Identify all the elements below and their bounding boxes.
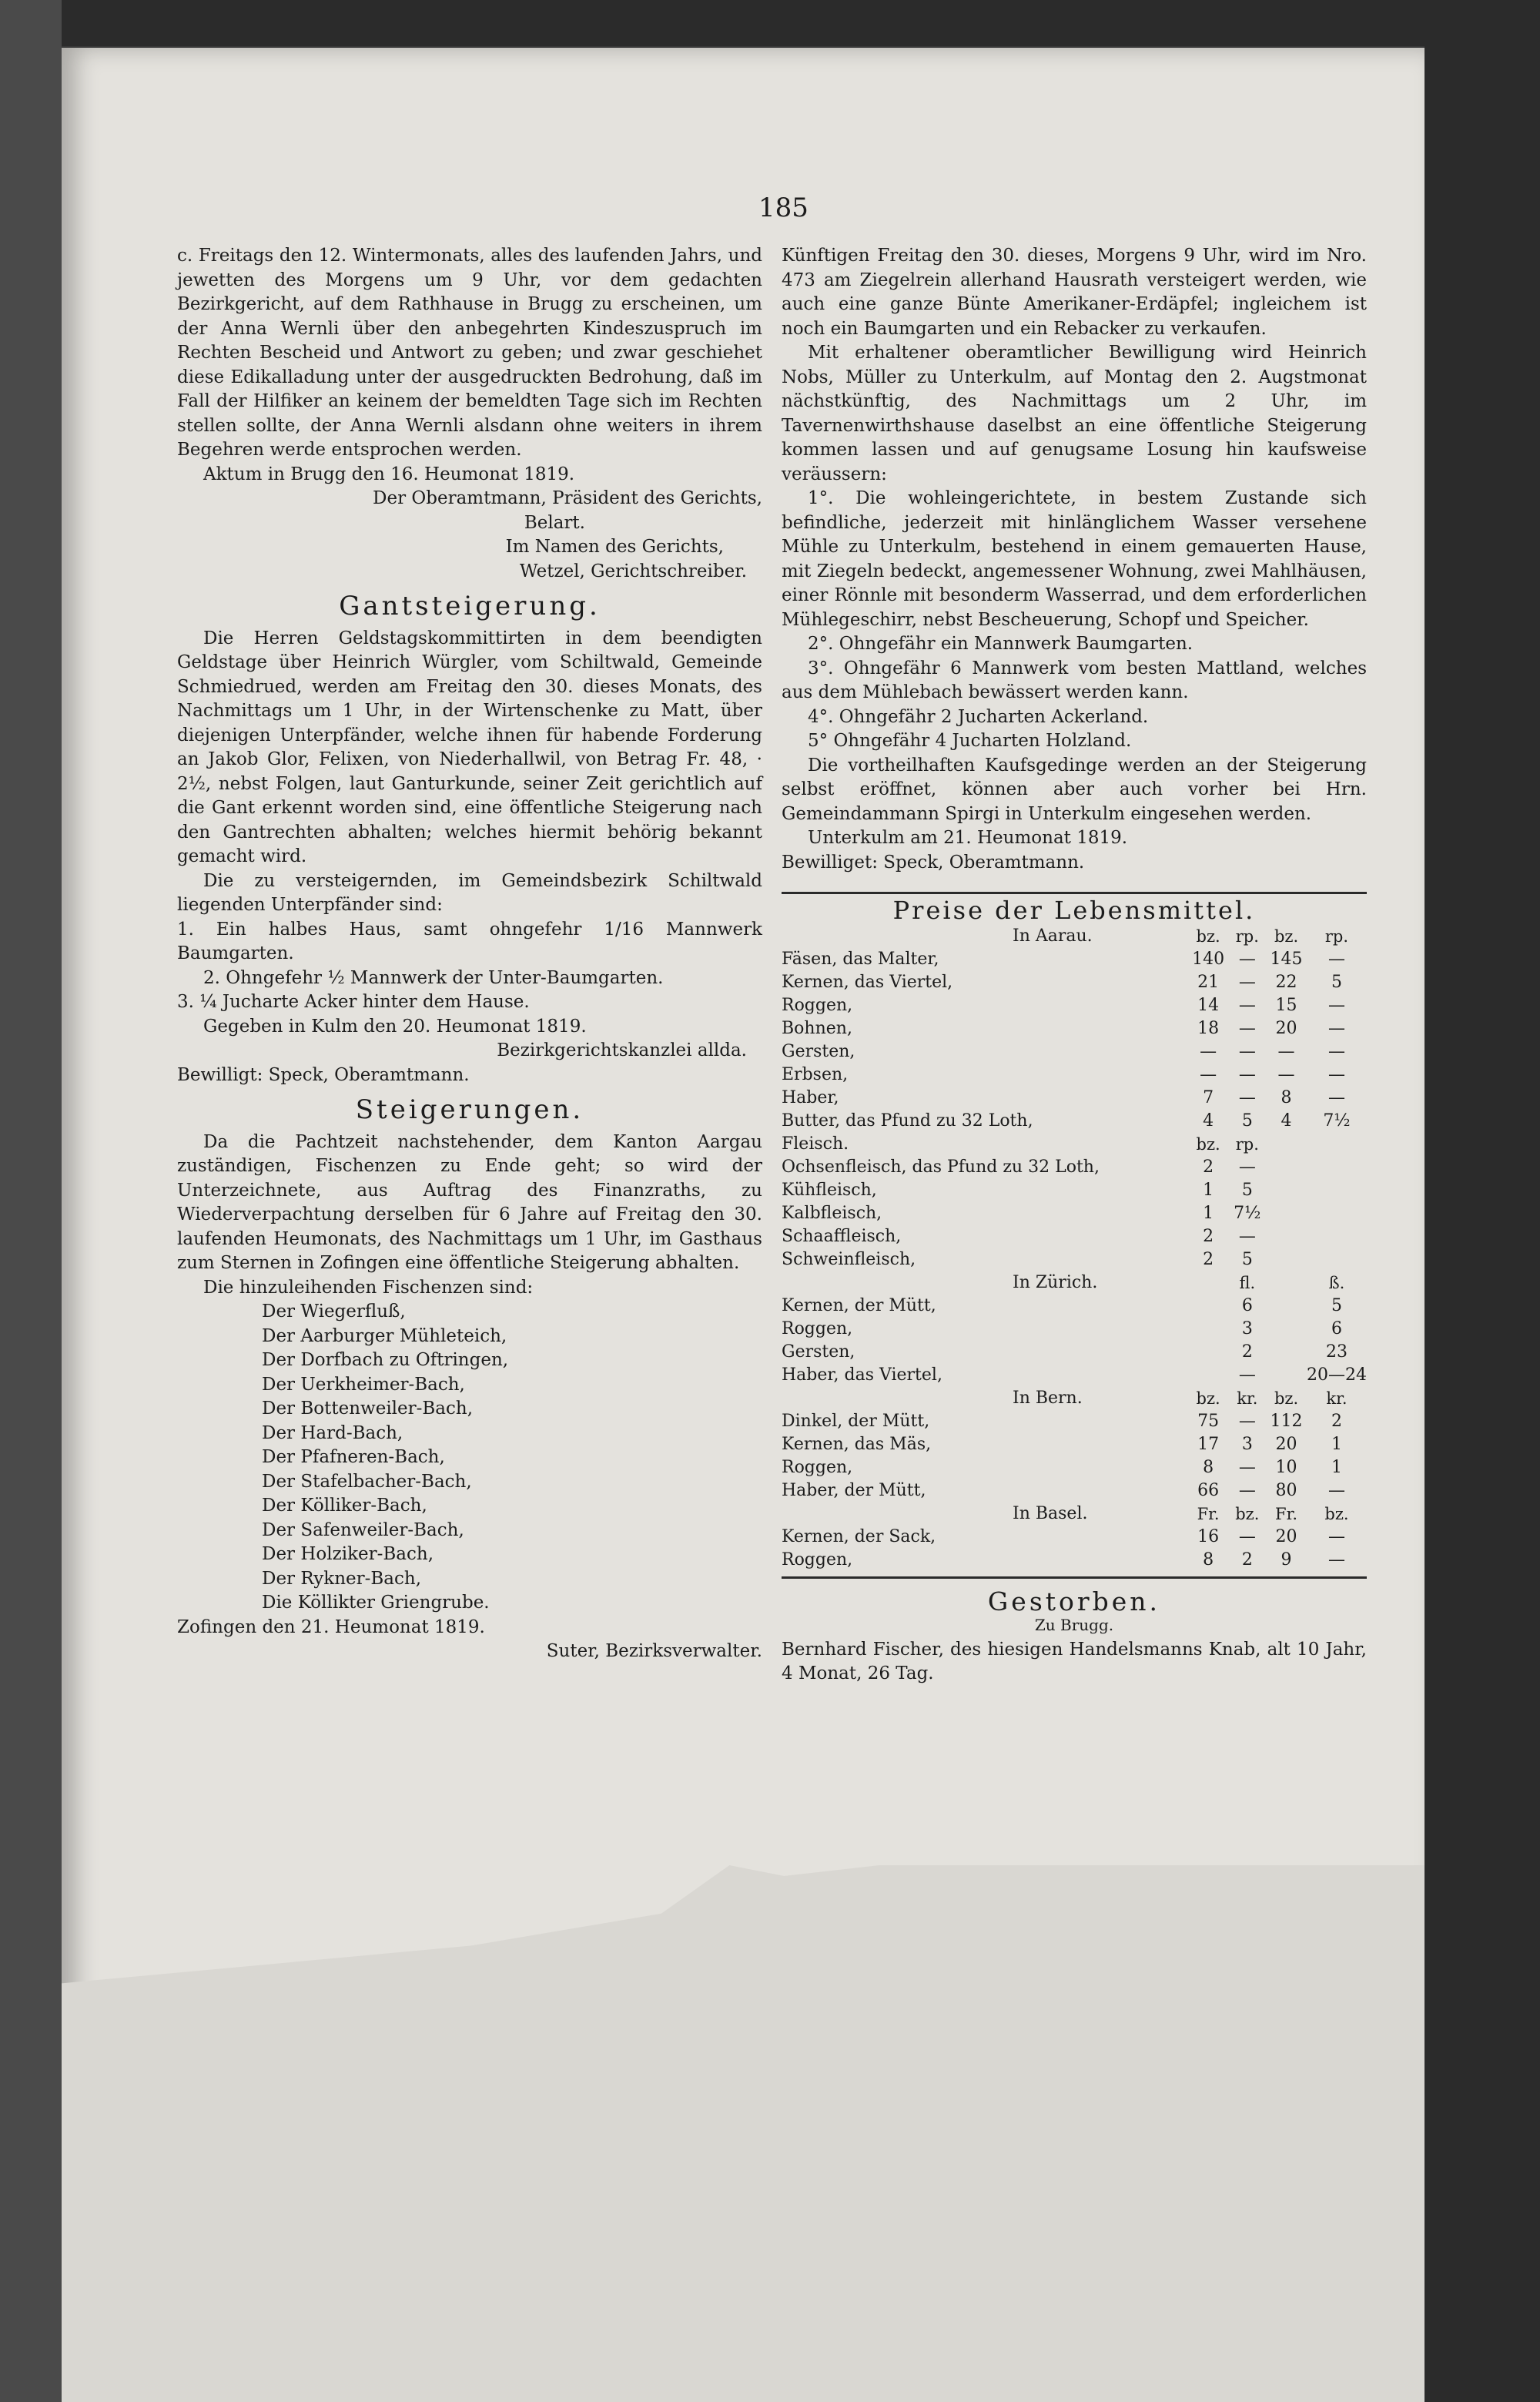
mill-conditions: Die vortheilhaften Kaufsgedinge werden an der Steigerung selbst eröffnet, können aber auch vorher bei Hrn. Gemeindammann Spirgi in Unterkulm eingesehen werden. xyxy=(782,755,1367,824)
torn-lower-area xyxy=(62,1865,1424,2402)
price-value: — xyxy=(1238,972,1256,992)
page-number: 185 xyxy=(758,193,808,223)
mill-item-4: 4°. Ohngefähr 2 Jucharten Ackerland. xyxy=(808,706,1149,727)
price-value: 1 xyxy=(1203,1203,1214,1223)
gant-date: Gegeben in Kulm den 20. Heumonat 1819. xyxy=(203,1016,587,1037)
unit-header: rp. xyxy=(1324,926,1349,946)
deaths-title: Gestorben. xyxy=(987,1586,1161,1616)
price-value: 1 xyxy=(1203,1180,1214,1200)
price-value: — xyxy=(1200,1064,1217,1084)
meat-prices xyxy=(782,1156,1367,1271)
edict-paragraph: c. Freitags den 12. Wintermonats, alles des laufenden Jahrs, und jewetten des Morgens um 9 Uhr, vor dem gedachten Bezirkgericht, auf dem Rathhause in Brugg zu erscheinen, um der Anna Wernli über den anbegehrten Kindeszuspruch im Rechten Bescheid und Antwort zu geben; und zwar geschiehet diese Edikalladung unter der ausgedruckten Bedrohung, daß im Fall der Hilfiker an keinem der bemeldten Tage sich im Rechten stellen sollte, der Anna Wernli alsdann ohne weiters in ihrem Begehren werde entsprochen werden. xyxy=(177,246,762,460)
price-value: — xyxy=(1238,1480,1256,1500)
mill-date: Unterkulm am 21. Heumonat 1819. xyxy=(808,828,1128,848)
unit-header: Fr. xyxy=(1275,1504,1298,1523)
commodity-name: Schweinfleisch, xyxy=(782,1249,916,1269)
scan-border-left xyxy=(0,0,62,2402)
list-item: Der Pfafneren-Bach, xyxy=(262,1447,445,1467)
price-value: 5 xyxy=(1241,1249,1253,1269)
price-value: 4 xyxy=(1281,1111,1292,1131)
list-item: Der Stafelbacher-Bach, xyxy=(262,1471,472,1492)
unit-header: bz. xyxy=(1235,1504,1260,1523)
price-value: 5 xyxy=(1331,972,1342,992)
price-value: — xyxy=(1327,1480,1345,1500)
market-label: In Aarau. xyxy=(1013,926,1093,946)
price-value: 16 xyxy=(1197,1526,1220,1546)
heading-gantsteigerung: Gantsteigerung. xyxy=(339,591,601,621)
fishery-paragraph: Da die Pachtzeit nachstehender, dem Kanton Aargau zuständigen, Fischenzen zu Ende geht; so wird der Unterzeichnete, aus Auftrag des Finanzraths, zu Wiederverpachtung derselben für 6 Jahre auf Freitag den 30. laufenden Heumonats, des Nachmittags um 1 Uhr, im Gasthaus zum Sternen in Zofingen eine öffentliche Steigerung abhalten. xyxy=(177,1131,762,1273)
prices-title: Preise der Lebensmittel. xyxy=(892,896,1256,925)
price-value: 2 xyxy=(1241,1549,1253,1570)
price-value: — xyxy=(1238,949,1256,969)
table-row xyxy=(782,1549,1367,1572)
table-row xyxy=(782,1410,1367,1433)
price-value: — xyxy=(1327,1041,1345,1061)
price-value: — xyxy=(1238,1526,1256,1546)
list-item: Der Rykner-Bach, xyxy=(262,1568,422,1589)
heading-steigerungen: Steigerungen. xyxy=(355,1094,584,1125)
unit-header: bz. xyxy=(1274,926,1299,946)
table-row xyxy=(782,1064,1367,1087)
death-notice: Bernhard Fischer, des hiesigen Handelsmanns Knab, alt 10 Jahr, 4 Monat, 26 Tag. xyxy=(782,1639,1367,1683)
price-value: — xyxy=(1277,1041,1295,1061)
table-row xyxy=(782,1387,1367,1410)
list-item: Der Hard-Bach, xyxy=(262,1422,403,1443)
right-column xyxy=(782,244,1367,1687)
price-value: 8 xyxy=(1281,1087,1292,1107)
price-value: 6 xyxy=(1331,1318,1342,1338)
table-row xyxy=(782,1479,1367,1503)
table-row xyxy=(782,1087,1367,1110)
basel-prices xyxy=(782,1526,1367,1572)
list-item: Der Wiegerfluß, xyxy=(262,1302,406,1322)
unit-header: rp. xyxy=(1235,926,1259,946)
commodity-name: Kernen, der Sack, xyxy=(782,1526,936,1546)
price-value: 112 xyxy=(1270,1411,1303,1431)
table-row xyxy=(782,925,1367,948)
price-value: 1 xyxy=(1331,1457,1342,1477)
edict-signature-title: Der Oberamtmann, Präsident des Gerichts, xyxy=(373,488,762,508)
commodity-name: Erbsen, xyxy=(782,1064,849,1084)
table-row xyxy=(782,1156,1367,1179)
gant-pledges-intro: Die zu versteigernden, im Gemeindsbezirk Schiltwald liegenden Unterpfänder sind: xyxy=(177,870,762,915)
price-value: 23 xyxy=(1325,1342,1348,1362)
table-row xyxy=(782,1110,1367,1133)
commodity-name: Roggen, xyxy=(782,995,853,1015)
table-row xyxy=(782,971,1367,994)
unit-header: bz. xyxy=(1196,1389,1220,1408)
table-row xyxy=(782,1456,1367,1479)
deaths-location: Zu Brugg. xyxy=(1034,1616,1114,1634)
price-value: — xyxy=(1238,1365,1256,1385)
price-value: 145 xyxy=(1270,949,1303,969)
price-value: — xyxy=(1277,1064,1295,1084)
commodity-name: Fäsen, das Malter, xyxy=(782,949,939,969)
table-row xyxy=(782,1133,1367,1156)
table-row xyxy=(782,948,1367,971)
commodity-name: Gersten, xyxy=(782,1342,855,1362)
price-value: — xyxy=(1327,1526,1345,1546)
table-row xyxy=(782,1318,1367,1341)
price-value: — xyxy=(1238,1018,1256,1038)
price-value: 18 xyxy=(1197,1018,1220,1038)
price-value: 75 xyxy=(1197,1411,1220,1431)
edict-court-line: Im Namen des Gerichts, xyxy=(505,537,724,557)
price-value: 15 xyxy=(1275,995,1297,1015)
fishery-signature: Suter, Bezirksverwalter. xyxy=(546,1641,762,1661)
scan-border-top xyxy=(0,0,1540,46)
price-value: — xyxy=(1327,1018,1345,1038)
commodity-name: Roggen, xyxy=(782,1549,853,1570)
price-value: — xyxy=(1238,1457,1256,1477)
price-value: 7½ xyxy=(1323,1111,1351,1131)
table-row xyxy=(782,1364,1367,1387)
price-value: 8 xyxy=(1203,1549,1214,1570)
price-value: 20 xyxy=(1275,1018,1297,1038)
gant-item-1: 1. Ein halbes Haus, samt ohngefehr 1/16 Mannwerk Baumgarten. xyxy=(177,919,762,963)
unit-header: Fr. xyxy=(1197,1504,1220,1523)
commodity-name: Haber, der Mütt, xyxy=(782,1480,926,1500)
section-divider xyxy=(782,1576,1367,1579)
price-value: — xyxy=(1238,1226,1256,1246)
table-row xyxy=(782,1341,1367,1364)
table-row xyxy=(782,1271,1367,1295)
price-value: — xyxy=(1238,1411,1256,1431)
price-value: 20 xyxy=(1275,1526,1297,1546)
mill-item-5: 5° Ohngefähr 4 Jucharten Holzland. xyxy=(808,731,1132,751)
unit-header: bz. xyxy=(1196,1134,1220,1154)
fishery-date: Zofingen den 21. Heumonat 1819. xyxy=(177,1616,485,1637)
unit-header: kr. xyxy=(1326,1389,1348,1408)
price-value: 7½ xyxy=(1234,1203,1261,1223)
left-column xyxy=(177,244,762,1664)
unit-header: bz. xyxy=(1274,1389,1299,1408)
mill-approval: Bewilliget: Speck, Oberamtmann. xyxy=(782,852,1085,873)
market-label: In Zürich. xyxy=(1013,1272,1098,1292)
unit-header: rp. xyxy=(1235,1134,1259,1154)
commodity-name: Schaaffleisch, xyxy=(782,1226,902,1246)
mill-item-2: 2°. Ohngefähr ein Mannwerk Baumgarten. xyxy=(808,634,1194,654)
price-value: 66 xyxy=(1197,1480,1220,1500)
price-value: 21 xyxy=(1197,972,1220,992)
edict-signature-name: Belart. xyxy=(524,512,585,533)
table-row xyxy=(782,1295,1367,1318)
price-value: 8 xyxy=(1203,1457,1214,1477)
commodity-name: Haber, xyxy=(782,1087,839,1107)
edict-clerk: Wetzel, Gerichtschreiber. xyxy=(519,561,747,581)
price-value: — xyxy=(1327,1549,1345,1570)
price-value: 3 xyxy=(1241,1318,1253,1338)
household-auction-paragraph: Künftigen Freitag den 30. dieses, Morgens 9 Uhr, wird im Nro. 473 am Ziegelrein allerhand Hausrath versteigert werden, wie auch eine ganze Bünte Amerikaner-Erdäpfel; ingleichem ist noch ein Baumgarten und ein Rebacker zu verkaufen. xyxy=(782,246,1367,339)
mill-auction-paragraph: Mit erhaltener oberamtlicher Bewilligung wird Heinrich Nobs, Müller zu Unterkulm, auf Montag den 2. Augstmonat nächstkünftig, des Nachmittags um 2 Uhr, im Tavernenwirthshause daselbst an eine öffentliche Steigerung kommen lassen und auf genugsame Losung hin kaufsweise veräussern: xyxy=(782,343,1367,484)
gant-approval: Bewilligt: Speck, Oberamtmann. xyxy=(177,1064,470,1085)
commodity-name: Kühfleisch, xyxy=(782,1180,877,1200)
commodity-name: Kernen, der Mütt, xyxy=(782,1295,936,1315)
price-value: 5 xyxy=(1331,1295,1342,1315)
table-row xyxy=(782,1225,1367,1248)
mill-item-1: 1°. Die wohleingerichtete, in bestem Zustande sich befindliche, jederzeit mit hinlänglichem Wasser versehene Mühle zu Unterkulm, bestehend in einem gemauerten Hause, mit Ziegeln bedeckt, angemessener Wohnung, zwei Mahlhäusen, einer Rönnle mit besonderm Wasserrad, und dem erforderlichen Mühlegeschirr, nebst Bescheuerung, Schopf und Speicher. xyxy=(782,488,1367,630)
price-value: 2 xyxy=(1203,1249,1214,1269)
commodity-name: Roggen, xyxy=(782,1318,853,1338)
price-value: — xyxy=(1327,995,1345,1015)
price-value: 2 xyxy=(1241,1342,1253,1362)
list-item: Die Köllikter Griengrube. xyxy=(262,1593,490,1613)
commodity-name: Butter, das Pfund zu 32 Loth, xyxy=(782,1111,1033,1131)
price-value: 7 xyxy=(1203,1087,1214,1107)
scan-border-right xyxy=(1424,0,1540,2402)
price-value: 9 xyxy=(1281,1549,1292,1570)
section-label: Fleisch. xyxy=(782,1134,849,1154)
price-value: 3 xyxy=(1241,1434,1253,1454)
fishery-list xyxy=(177,1300,762,1616)
table-row xyxy=(782,1433,1367,1456)
list-item: Der Holziker-Bach, xyxy=(262,1544,434,1564)
price-value: 10 xyxy=(1275,1457,1297,1477)
price-value: 22 xyxy=(1275,972,1297,992)
price-value: 2 xyxy=(1331,1411,1342,1431)
list-item: Der Aarburger Mühleteich, xyxy=(262,1325,507,1346)
unit-header: kr. xyxy=(1237,1389,1258,1408)
market-label: In Bern. xyxy=(1013,1388,1083,1408)
gant-paragraph: Die Herren Geldstagskommittirten in dem beendigten Geldstage über Heinrich Würgler, vom Schiltwald, Gemeinde Schmiedrued, werden am Freitag den 30. dieses Monats, des Nachmittags um 1 Uhr, in der Wirtenschenke zu Matt, über diejenigen Unterpfänder, welche ihnen für habende Forderung an Jakob Glor, Felixen, von Niederhallwil, von Betrag Fr. 48, · 2½, nebst Folgen, laut Ganturkunde, seiner Zeit gerichtlich auf die Gant erkennt worden sind, eine öffentliche Steigerung nach den Gantrechten abhalten; welches hiermit behörig bekannt gemacht wird. xyxy=(177,628,762,866)
unit-header: fl. xyxy=(1239,1273,1256,1292)
table-row xyxy=(782,1179,1367,1202)
commodity-name: Ochsenfleisch, das Pfund zu 32 Loth, xyxy=(782,1157,1100,1177)
price-value: — xyxy=(1327,1087,1345,1107)
price-value: 140 xyxy=(1192,949,1225,969)
list-item: Der Uerkheimer-Bach, xyxy=(262,1374,465,1395)
price-value: — xyxy=(1238,995,1256,1015)
fishery-list-intro: Die hinzuleihenden Fischenzen sind: xyxy=(203,1277,534,1298)
gant-chancery: Bezirkgerichtskanzlei allda. xyxy=(497,1040,747,1060)
price-value: 6 xyxy=(1241,1295,1253,1315)
price-value: — xyxy=(1238,1157,1256,1177)
price-value: 20 xyxy=(1275,1434,1297,1454)
price-value: 2 xyxy=(1203,1157,1214,1177)
price-value: — xyxy=(1327,1064,1345,1084)
price-value: 5 xyxy=(1241,1180,1253,1200)
commodity-name: Dinkel, der Mütt, xyxy=(782,1411,930,1431)
price-value: 20—24 xyxy=(1306,1365,1367,1385)
table-row xyxy=(782,1017,1367,1040)
price-value: — xyxy=(1327,949,1345,969)
edict-date: Aktum in Brugg den 16. Heumonat 1819. xyxy=(203,464,575,484)
table-row xyxy=(782,1503,1367,1526)
price-value: — xyxy=(1238,1087,1256,1107)
table-row xyxy=(782,1526,1367,1549)
newspaper-page xyxy=(62,48,1424,2402)
list-item: Der Bottenweiler-Bach, xyxy=(262,1399,474,1419)
list-item: Der Kölliker-Bach, xyxy=(262,1496,427,1516)
commodity-name: Haber, das Viertel, xyxy=(782,1365,942,1385)
price-value: 80 xyxy=(1275,1480,1297,1500)
gant-item-3: 3. ¼ Jucharte Acker hinter dem Hause. xyxy=(177,992,530,1012)
zurich-prices xyxy=(782,1295,1367,1387)
table-row xyxy=(782,1202,1367,1225)
price-value: — xyxy=(1238,1041,1256,1061)
commodity-name: Kalbfleisch, xyxy=(782,1203,882,1223)
unit-header: bz. xyxy=(1324,1504,1349,1523)
commodity-name: Roggen, xyxy=(782,1457,853,1477)
commodity-name: Bohnen, xyxy=(782,1018,852,1038)
gant-item-2: 2. Ohngefehr ½ Mannwerk der Unter-Baumgarten. xyxy=(203,967,664,988)
price-value: — xyxy=(1238,1064,1256,1084)
list-item: Der Safenweiler-Bach, xyxy=(262,1519,464,1540)
market-label: In Basel. xyxy=(1013,1503,1088,1523)
list-item: Der Dorfbach zu Oftringen, xyxy=(262,1350,509,1370)
price-value: 1 xyxy=(1331,1434,1342,1454)
price-value: — xyxy=(1200,1041,1217,1061)
commodity-name: Kernen, das Viertel, xyxy=(782,972,953,992)
bern-prices xyxy=(782,1410,1367,1503)
price-value: 14 xyxy=(1197,995,1220,1015)
price-value: 17 xyxy=(1197,1434,1220,1454)
price-table xyxy=(782,925,1367,1572)
price-value: 5 xyxy=(1241,1111,1253,1131)
aarau-prices xyxy=(782,948,1367,1133)
unit-header: bz. xyxy=(1196,926,1220,946)
unit-header: ß. xyxy=(1328,1273,1345,1292)
commodity-name: Kernen, das Mäs, xyxy=(782,1434,932,1454)
price-value: 2 xyxy=(1203,1226,1214,1246)
table-row xyxy=(782,1040,1367,1064)
table-row xyxy=(782,994,1367,1017)
table-row xyxy=(782,1248,1367,1271)
section-divider xyxy=(782,892,1367,894)
price-value: 4 xyxy=(1203,1111,1214,1131)
commodity-name: Gersten, xyxy=(782,1041,855,1061)
mill-item-3: 3°. Ohngefähr 6 Mannwerk vom besten Mattland, welches aus dem Mühlebach bewässert werden kann. xyxy=(782,658,1367,702)
